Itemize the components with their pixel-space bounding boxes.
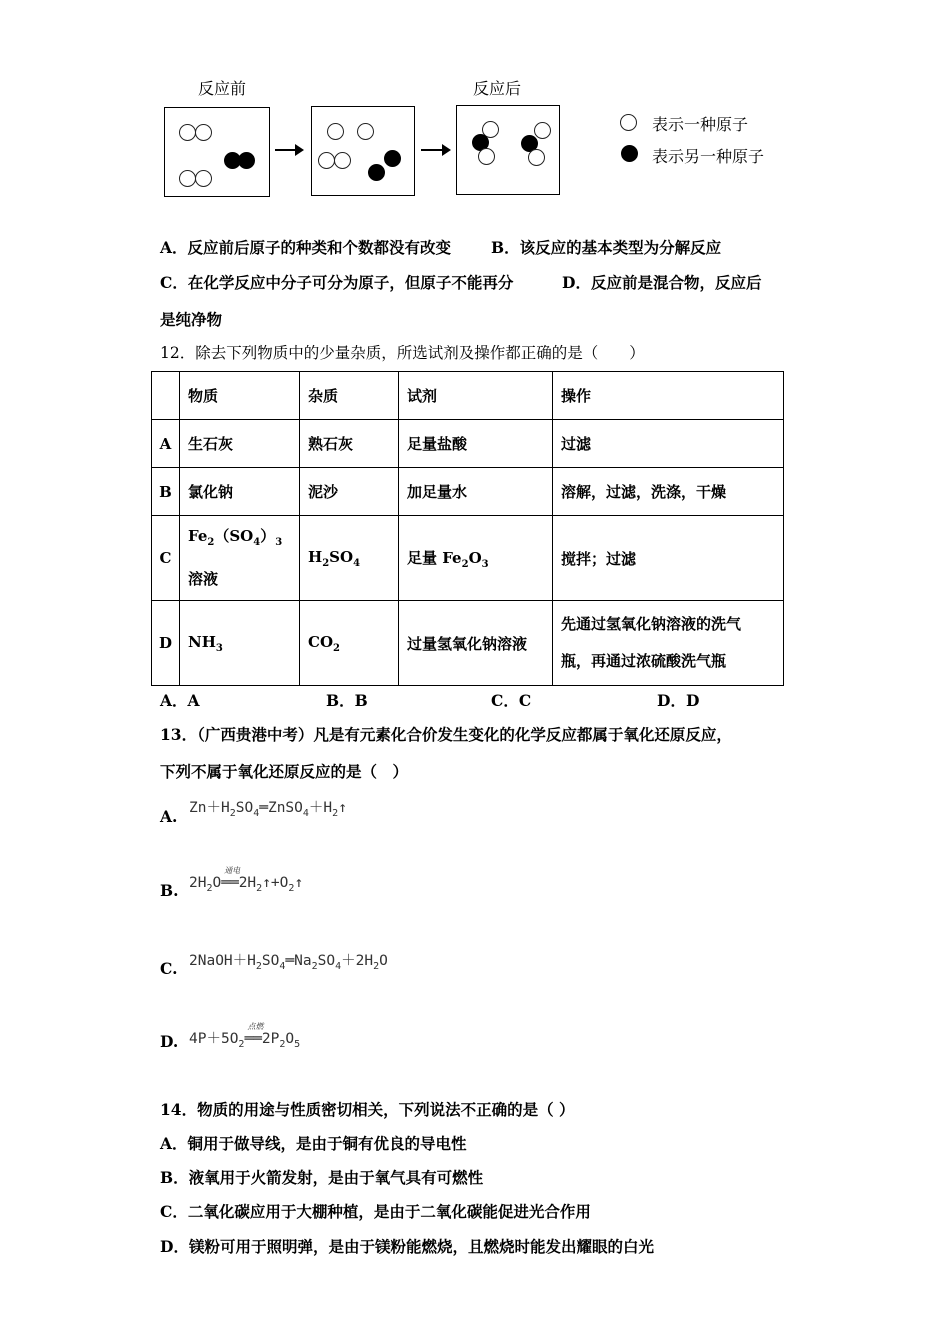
arrow-icon xyxy=(421,149,449,151)
q12-answer-b: B．B xyxy=(326,691,368,710)
q11-option-d: D．反应前是混合物，反应后 xyxy=(562,273,762,292)
q11-option-c: C．在化学反应中分子可分为原子，但原子不能再分 xyxy=(160,273,514,292)
q11-option-b: B．该反应的基本类型为分解反应 xyxy=(491,238,722,257)
table-row: A 生石灰 熟石灰 足量盐酸 过滤 xyxy=(152,420,784,468)
q12-answer-d: D．D xyxy=(657,691,700,710)
q13-label-b: B. xyxy=(160,881,179,900)
q12-answer-c: C．C xyxy=(491,691,532,710)
q14-question: 14．物质的用途与性质密切相关，下列说法不正确的是（ ） xyxy=(160,1100,575,1119)
middle-box xyxy=(311,106,415,196)
q12-question: 12．除去下列物质中的少量杂质，所选试剂及操作都正确的是（ ） xyxy=(160,344,645,362)
q13-label-d: D. xyxy=(160,1032,179,1051)
table-row: B 氯化钠 泥沙 加足量水 溶解，过滤，洗涤，干燥 xyxy=(152,468,784,516)
legend-solid-atom-icon xyxy=(621,145,638,162)
q12-table xyxy=(151,371,784,686)
legend-hollow: 表示一种原子 xyxy=(652,115,749,134)
header-impurity: 杂质 xyxy=(300,372,399,420)
q13-label-c: C. xyxy=(160,959,178,978)
q13-line1: 13．（广西贵港中考）凡是有元素化合价发生变化的化学反应都属于氧化还原反应， xyxy=(160,725,732,744)
legend-solid: 表示另一种原子 xyxy=(652,147,765,166)
table-row: C $Fe_2(SO_4)_3$ 溶液 $H_2SO_4$ 足量 $Fe_2O_3$ 搅拌；过滤 xyxy=(152,516,784,601)
header-reagent: 试剂 xyxy=(399,372,553,420)
header-substance: 物质 xyxy=(180,372,300,420)
q13-line2: 下列不属于氧化还原反应的是（ ） xyxy=(160,762,409,781)
arrow-icon xyxy=(275,149,302,151)
q14-option-c: C．二氧化碳应用于大棚种植，是由于二氧化碳能促进光合作用 xyxy=(160,1202,591,1221)
q11-option-a: A．反应前后原子的种类和个数都没有改变 xyxy=(160,238,452,257)
q13-equation-c: $2NaOH+H_2SO_4═Na_2SO_4+2H_2O$ xyxy=(189,953,388,972)
after-box xyxy=(456,105,560,195)
table-header-row xyxy=(152,372,784,420)
q14-option-d: D．镁粉可用于照明弹，是由于镁粉能燃烧，且燃烧时能发出耀眼的白光 xyxy=(160,1237,654,1256)
label-after: 反应后 xyxy=(473,79,522,98)
q13-label-a: A. xyxy=(160,807,178,826)
before-box xyxy=(164,107,270,197)
q13-equation-d: $4P+5O_2$ 点燃 $══2P_2O_5$ xyxy=(189,1022,301,1050)
q13-equation-a: $Zn+H_2SO_4═ZnSO_4+H_2↑$ xyxy=(189,800,347,819)
q13-equation-b: $2H_2O$ 通电 $══2H_2↑+O_2↑$ xyxy=(189,866,304,894)
q14-option-b: B．液氧用于火箭发射，是由于氧气具有可燃性 xyxy=(160,1168,484,1187)
q14-option-a: A．铜用于做导线，是由于铜有优良的导电性 xyxy=(160,1134,467,1153)
table-row: D $NH_3$ $CO_2$ 过量氢氧化钠溶液 先通过氢氧化钠溶液的洗气 瓶，再通过浓硫酸洗气瓶 xyxy=(152,601,784,686)
label-before: 反应前 xyxy=(198,79,247,98)
header-operation: 操作 xyxy=(553,372,784,420)
q11-option-d-cont: 是纯净物 xyxy=(160,310,223,329)
legend-hollow-atom-icon xyxy=(620,114,637,131)
q12-answer-a: A．A xyxy=(160,691,200,710)
